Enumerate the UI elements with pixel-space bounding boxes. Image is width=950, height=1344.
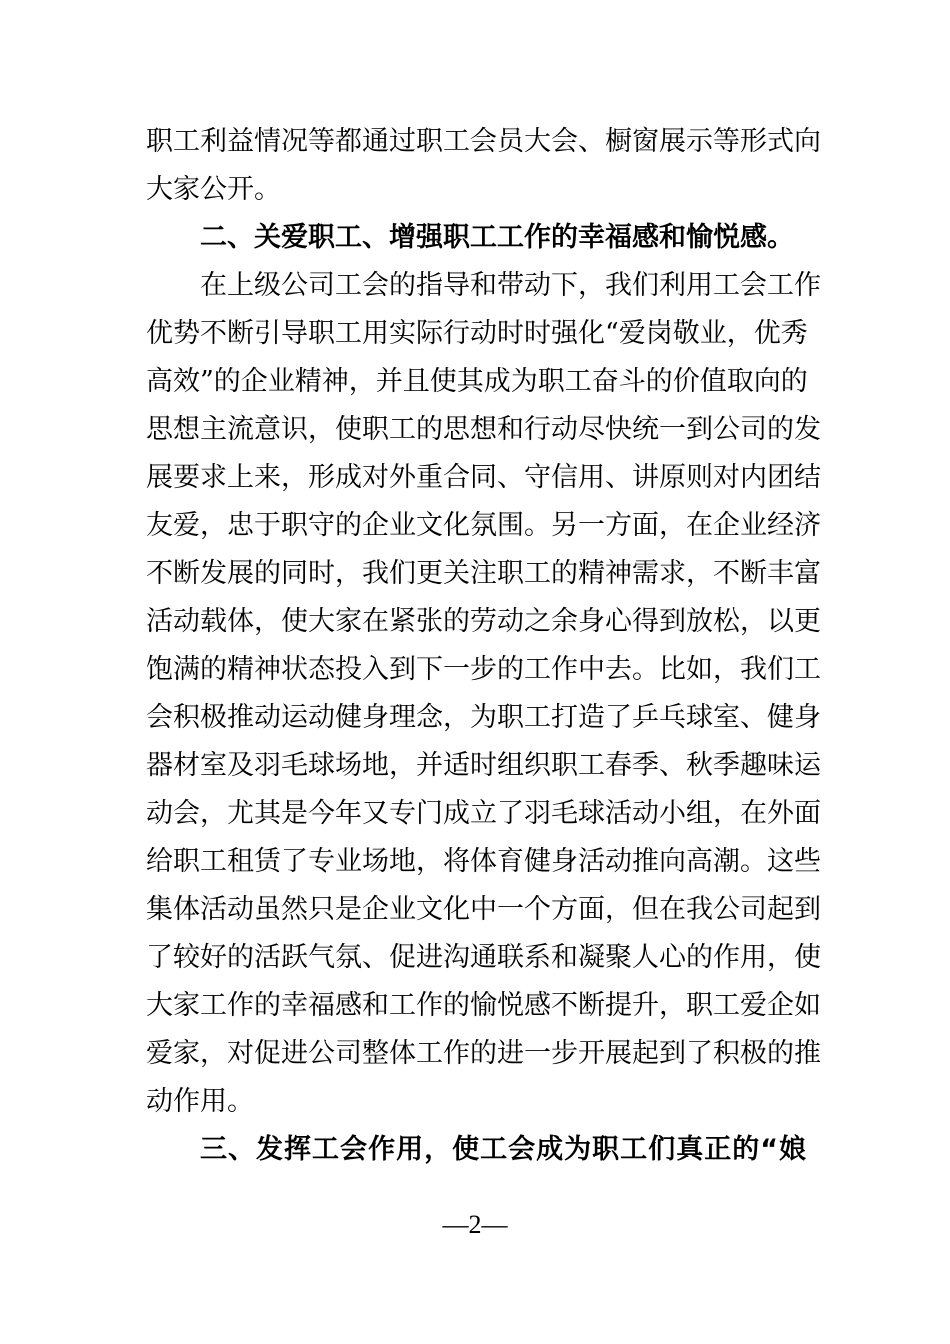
body-text-line: 不断发展的同时，我们更关注职工的精神需求，不断丰富 xyxy=(146,558,821,589)
body-text-line: 职工利益情况等都通过职工会员大会、橱窗展示等形式向 xyxy=(146,126,821,157)
body-text-line: 大家公开。 xyxy=(146,174,281,205)
body-text-line: 器材室及羽毛球场地，并适时组织职工春季、秋季趣味运 xyxy=(146,750,821,781)
body-text-line: 展要求上来，形成对外重合同、守信用、讲原则对内团结 xyxy=(146,462,821,493)
body-text-line: 在上级公司工会的指导和带动下，我们利用工会工作 xyxy=(200,270,821,301)
body-text-line: 饱满的精神状态投入到下一步的工作中去。比如，我们工 xyxy=(146,654,821,685)
body-text-line: 了较好的活跃气氛、促进沟通联系和凝聚人心的作用，使 xyxy=(146,942,821,973)
body-text-line: 动作用。 xyxy=(146,1086,254,1117)
body-text-line: 高效”的企业精神，并且使其成为职工奋斗的价值取向的 xyxy=(146,366,808,397)
body-text-line: 友爱，忠于职守的企业文化氛围。另一方面，在企业经济 xyxy=(146,510,821,541)
body-text-line: 动会，尤其是今年又专门成立了羽毛球活动小组，在外面 xyxy=(146,798,821,829)
body-text-line: 爱家，对促进公司整体工作的进一步开展起到了积极的推 xyxy=(146,1038,821,1069)
body-text-line: 优势不断引导职工用实际行动时时强化“爱岗敬业，优秀 xyxy=(146,318,808,349)
body-text-line: 集体活动虽然只是企业文化中一个方面，但在我公司起到 xyxy=(146,894,821,925)
section-heading-3: 三、发挥工会作用，使工会成为职工们真正的“娘 xyxy=(200,1134,806,1165)
body-text-line: 会积极推动运动健身理念，为职工打造了乒乓球室、健身 xyxy=(146,702,821,733)
body-text-line: 思想主流意识，使职工的思想和行动尽快统一到公司的发 xyxy=(146,414,821,445)
body-text-line: 给职工租赁了专业场地，将体育健身活动推向高潮。这些 xyxy=(146,846,821,877)
body-text-line: 活动载体，使大家在紧张的劳动之余身心得到放松，以更 xyxy=(146,606,821,637)
page-number: —2— xyxy=(442,1210,508,1239)
section-heading-2: 二、关爱职工、增强职工工作的幸福感和愉悦感。 xyxy=(200,222,794,253)
body-text-line: 大家工作的幸福感和工作的愉悦感不断提升，职工爱企如 xyxy=(146,990,821,1021)
